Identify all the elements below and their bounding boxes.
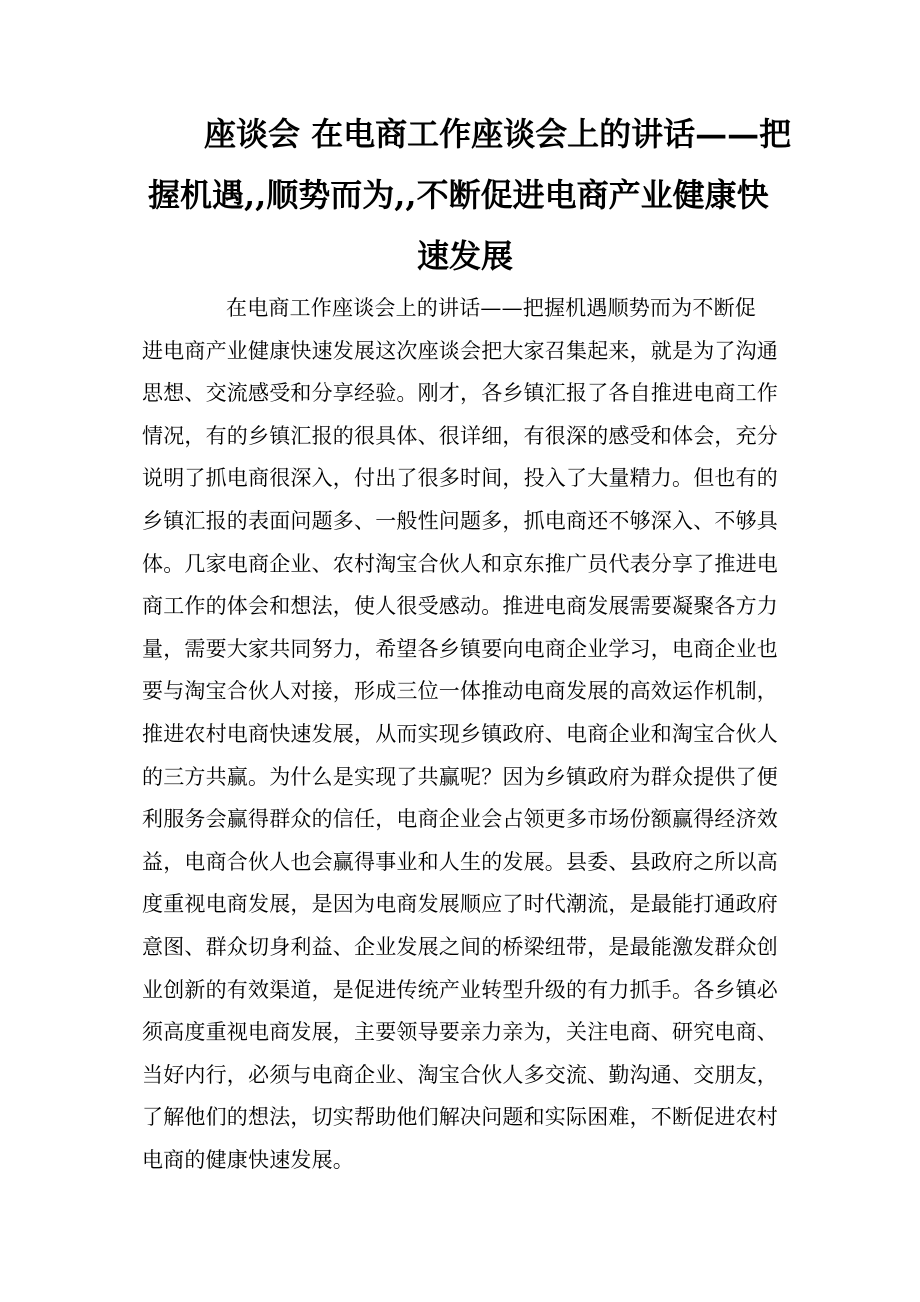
document-title [140, 104, 792, 287]
body-line: 业创新的有效渠道，是促进传统产业转型升级的有力抓手。各乡镇必 [142, 977, 778, 1002]
title-line: 座谈会 在电商工作座谈会上的讲话——把 [204, 115, 792, 153]
body-line: 意图、群众切身利益、企业发展之间的桥梁纽带，是最能激发群众创 [142, 934, 778, 959]
body-line: 体。几家电商企业、农村淘宝合伙人和京东推广员代表分享了推进电 [142, 551, 778, 576]
body-line: 当好内行，必须与电商企业、淘宝合伙人多交流、勤沟通、交朋友， [142, 1062, 778, 1087]
body-line: 的三方共赢。为什么是实现了共赢呢？因为乡镇政府为群众提供了便 [142, 764, 778, 789]
body-paragraph [142, 287, 792, 1181]
body-line: 利服务会赢得群众的信任，电商企业会占领更多市场份额赢得经济效 [142, 807, 778, 832]
body-line: 了解他们的想法，切实帮助他们解决问题和实际困难，不断促进农村 [142, 1105, 778, 1130]
body-line: 要与淘宝合伙人对接，形成三位一体推动电商发展的高效运作机制， [142, 679, 778, 704]
body-line: 思想、交流感受和分享经验。刚才，各乡镇汇报了各自推进电商工作 [142, 381, 778, 406]
body-line: 须高度重视电商发展，主要领导要亲力亲为，关注电商、研究电商、 [142, 1020, 778, 1045]
body-line: 在电商工作座谈会上的讲话——把握机遇顺势而为不断促 [226, 296, 756, 320]
body-line: 推进农村电商快速发展，从而实现乡镇政府、电商企业和淘宝合伙人 [142, 721, 778, 746]
body-line: 乡镇汇报的表面问题多、一般性问题多，抓电商还不够深入、不够具 [142, 508, 778, 533]
body-line: 情况，有的乡镇汇报的很具体、很详细，有很深的感受和体会，充分 [142, 423, 778, 448]
body-line: 度重视电商发展，是因为电商发展顺应了时代潮流，是最能打通政府 [142, 892, 778, 917]
title-line: 握机遇,,顺势而为,,不断促进电商产业健康快 [148, 176, 769, 214]
title-line: 速发展 [416, 237, 513, 275]
body-line: 商工作的体会和想法，使人很受感动。推进电商发展需要凝聚各方力 [142, 594, 778, 619]
body-line: 进电商产业健康快速发展这次座谈会把大家召集起来，就是为了沟通 [142, 338, 778, 363]
body-line: 量，需要大家共同努力，希望各乡镇要向电商企业学习，电商企业也 [142, 636, 778, 661]
body-line: 益，电商合伙人也会赢得事业和人生的发展。县委、县政府之所以高 [142, 849, 778, 874]
body-line: 说明了抓电商很深入，付出了很多时间，投入了大量精力。但也有的 [142, 466, 778, 491]
body-line: 电商的健康快速发展。 [142, 1147, 354, 1172]
